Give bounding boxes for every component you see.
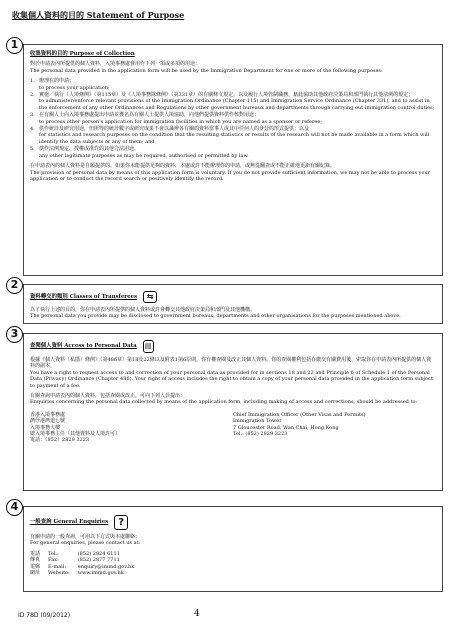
list-item-en: for statistics and research purposes on the condition that the resulting statistics or results of the research will not be made available in a form which will identify the data subjects or any of them; and: [39, 132, 430, 145]
contact-value: (852) 2877 7711: [77, 557, 120, 564]
list-item-zh: 實施／執行《人境條例》（第115章）及《人境事務隊條例》（第331章）的有關條文規定，以及履行人境管制職務，藉此協助其他政府決策局和部門執行其他法例的規定；: [39, 92, 414, 99]
intro-zh: 對於申請表內所提供的個人資料，入境事務處會用作下列一項或多項的用途：: [30, 61, 201, 68]
access-rights-en: You have a right to request access to and correction of your personal data as provided for in sections 18 and 22 and Principle 6 of Schedule 1 of the Personal Data (Privacy) Ordinance (Chapter 486). Your right of access includes the right to obtain a copy of your personal data provided in the application form subject to payment of a fee.: [30, 369, 433, 389]
contact-table: [30, 551, 142, 577]
transferees-en: The personal data you provide may be disclosed to government bureaux, departments and other organisations for the purposes mentioned above.: [30, 313, 401, 320]
list-item-number: 2.: [30, 92, 35, 99]
access-rights-zh: 根據《個人資料（私隱）條例》（第486章）第18及22條以及附表1第6原則，你有權查閱及改正其個人資料。你的查閱權利包括在繳交有關費用後，索取你在申請表內所提供的個人資料的副本。: [30, 357, 432, 370]
purpose-list: [30, 78, 436, 159]
contact-value: enquiry@immd.gov.hk: [77, 563, 135, 570]
transfer-arrows-icon: ⇆: [143, 291, 157, 303]
access-rights-paragraph: [30, 357, 436, 389]
section-heading-text: 資料轉交的類別 Classes of Transferees: [30, 293, 138, 300]
address-line: Chief Immigration Officer (Other Visas and Permits): [233, 411, 366, 418]
contact-label-en: E-mail:: [48, 563, 67, 570]
list-item-zh: 在有關人士向入境事務處提出申請並獲名為有關人士提供人境協助，向他們提供資料供作核對用途；: [39, 112, 260, 119]
enquiries-paragraph: [30, 393, 436, 406]
contact-row: [30, 570, 142, 576]
list-item-en: to process other person's application for immigration facilities in which you are named as a sponsor or referee;: [39, 118, 322, 125]
contact-value: www.immd.gov.hk: [77, 570, 124, 577]
list-item-en: to administer/enforce relevant provisions of the Immigration Ordinance (Chapter 115) and Immigration Service Ordinance (Chapter 331), and to assist in the enforcement of any other Ordinances and Regulations by other government bureaux and departments through carrying out immigration control duties;: [39, 98, 435, 111]
address-line: 灣仔港灣道七號: [30, 418, 66, 425]
address-line: Immigration Tower: [233, 418, 282, 425]
page-title: 收集個人資料的目的 Statement of Purpose: [12, 10, 185, 20]
general-enquiries-en: For general enquiries, please contact us at:: [30, 540, 141, 547]
intro-en: The personal data provided in the application form will be used by the Immigration Department for one or more of the following purposes:: [30, 67, 383, 74]
address-line: 電話：（852）2829 3223: [30, 437, 90, 444]
address-line: 香港入境事務處: [30, 411, 66, 418]
section-heading: [30, 291, 436, 303]
enquiries-zh: 有關查詢申請表內的個人資料，包括查閱或改正，可向下列人員提出：: [30, 393, 186, 400]
voluntary-note: [30, 163, 436, 182]
section-heading: [30, 515, 436, 530]
section-access-to-personal-data: [23, 333, 443, 491]
contact-value: (852) 2824 6111: [77, 550, 120, 557]
address-zh: [30, 412, 233, 444]
note-zh: 在申請表內的個人資料是自願提供的。如果你未能提供足夠的資料，本處或許不能辦理你的申請，或無從翻查或不能正確地更新有關紀錄。: [30, 163, 336, 170]
section-heading-text: 收集資料的目的 Purpose of Collection: [30, 51, 135, 57]
list-item: [30, 78, 436, 91]
section-general-enquiries: [23, 506, 443, 592]
address-line: Tel.: (852) 2829 3223: [233, 431, 288, 438]
section-heading: [30, 51, 436, 57]
enquiries-en: Enquiries concerning the personal data collected by means of the application form, including making of access and corrections, should be addressed to:: [30, 399, 418, 406]
section-heading-text: 一般查詢 General Enquiries: [30, 519, 109, 526]
section-number-3: 3: [6, 326, 23, 343]
list-item-number: 1.: [30, 78, 35, 85]
general-enquiries-zh: 有關申請的一般查詢，可用以下方式與本處聯絡：: [30, 534, 141, 540]
list-item-zh: 辦理在的申請；: [39, 78, 75, 85]
transferees-zh: 為了執行上述的目的，你在申請表內所提供的個人資料或許會轉交其他政府決策局和部門及其他機構。: [30, 307, 256, 313]
address-block: [30, 412, 436, 444]
question-mark-icon: ?: [114, 515, 128, 530]
note-en: The provision of personal data by means of this application form is voluntary. If you do not provide sufficient information, we may not be able to process your application or to conduct the record search or positively identify the record.: [30, 169, 431, 182]
section-number-2: 2: [6, 277, 23, 294]
section-purpose-of-collection: [23, 44, 443, 276]
list-item-en: any other legitimate purposes as may be required, authorised or permitted by law.: [39, 152, 249, 159]
list-item: [30, 146, 436, 159]
section-heading-text: 查閱個人資料 Access to Personal Data: [30, 343, 137, 350]
contact-label-zh: 電話: [30, 550, 41, 557]
list-item: [30, 126, 436, 145]
document-icon: ▤: [143, 340, 154, 353]
list-item: [30, 92, 436, 111]
contact-label-en: Website:: [48, 570, 70, 577]
address-en: [233, 412, 436, 444]
section-classes-of-transferees: [23, 284, 443, 324]
contact-label-en: Fax:: [48, 557, 59, 564]
contact-label-zh: 傳真: [30, 557, 41, 564]
address-line: 總入境事務主任（其他資料及人境許可）: [30, 431, 121, 438]
address-line: 入境事務大樓: [30, 424, 61, 431]
list-item: [30, 112, 436, 125]
list-item-zh: 供作法例規定、授權或准許的其他合法用途。: [39, 146, 140, 153]
contact-label-zh: 網址: [30, 570, 41, 577]
intro-paragraph: [30, 61, 436, 74]
contact-label-en: Tel.:: [48, 550, 59, 557]
page-number: 4: [194, 609, 200, 619]
contact-label-zh: 電郵: [30, 563, 41, 570]
list-item-number: 4.: [30, 126, 35, 133]
form-code: ID 78D (09/2012): [18, 612, 71, 619]
address-line: 7 Gloucester Road, Wan Chai, Hong Kong: [233, 424, 339, 431]
list-item-zh: 供作統計及研究用途，但所得的統計數字或研究成果不會以識辨各有關的資料當事人或其中任何人的身分的形式提供；以及: [39, 126, 310, 133]
list-item-number: 3.: [30, 112, 35, 119]
section-heading: [30, 340, 436, 353]
list-item-en: to process your application;: [39, 84, 110, 91]
section-number-1: 1: [6, 37, 23, 54]
list-item-number: 5.: [30, 146, 35, 153]
section-number-4: 4: [6, 499, 23, 516]
